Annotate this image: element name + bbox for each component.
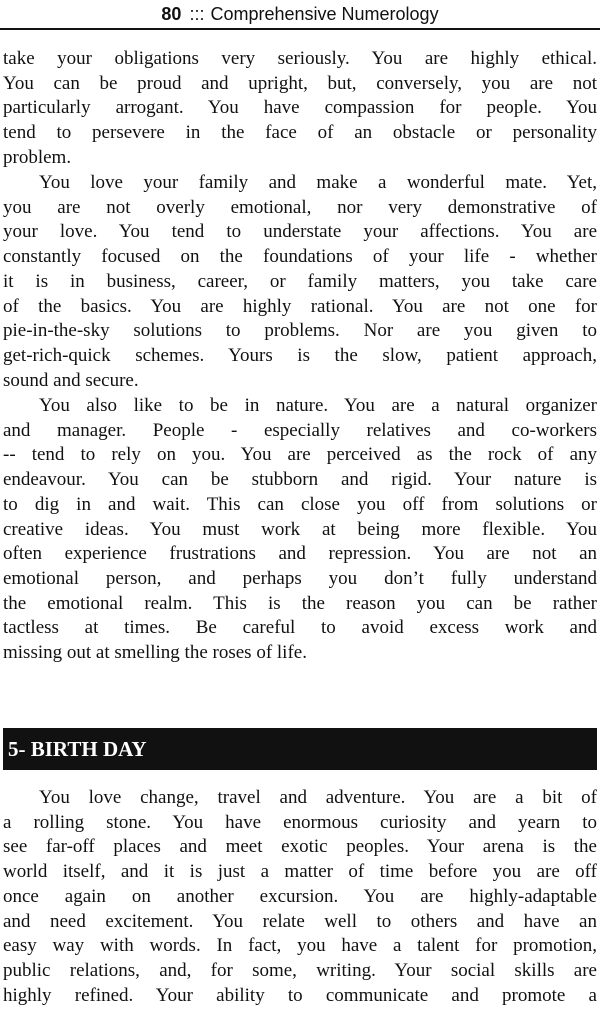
paragraph-line: the emotional realm. This is the reason you can be rather: [3, 592, 597, 614]
family-paragraph: [3, 171, 597, 393]
paragraph-line: world itself, and it is just a matter of time before you are off: [3, 861, 597, 883]
paragraph-line: of the basics. You are highly rational. You are not one for: [3, 295, 597, 317]
paragraph-line: creative ideas. You must work at being more flexible. You: [3, 518, 597, 540]
paragraph-line: constantly focused on the foundations of your life - whether: [3, 246, 597, 268]
family-paragraph-block: [3, 171, 597, 393]
paragraph-line: tend to persevere in the face of an obstacle or personality: [3, 122, 597, 144]
page-number: 80: [161, 4, 182, 24]
paragraph-line: You can be proud and upright, but, conversely, you are not: [3, 72, 597, 94]
paragraph-line: get-rich-quick schemes. Yours is the slow, patient approach,: [3, 344, 597, 366]
paragraph-line: You love change, travel and adventure. You are a bit of: [39, 787, 597, 808]
paragraph-line: You also like to be in nature. You are a natural organizer: [39, 395, 597, 416]
paragraph-line: problem.: [3, 146, 72, 168]
running-header: [0, 0, 600, 30]
section-heading-bar: [3, 728, 597, 770]
intro-paragraph-block: [3, 47, 597, 171]
paragraph-line: You love your family and make a wonderful mate. Yet,: [39, 172, 597, 193]
paragraph-line: highly refined. Your ability to communicate and promote a: [3, 984, 597, 1006]
paragraph-line: and need excitement. You relate well to others and have an: [3, 910, 597, 932]
paragraph-line: tactless at times. Be careful to avoid excess work and: [3, 617, 597, 639]
paragraph-line: it is in business, career, or family matters, you take care: [3, 270, 597, 292]
paragraph-line: your love. You tend to understate your affections. You are: [3, 221, 597, 243]
paragraph-line: once again on another excursion. You are highly-adaptable: [3, 885, 597, 907]
paragraph-line: a rolling stone. You have enormous curiosity and yearn to: [3, 811, 597, 833]
paragraph-line: take your obligations very seriously. You are highly ethical.: [3, 48, 597, 69]
nature-paragraph-block: [3, 394, 597, 666]
book-title: Comprehensive Numerology: [210, 4, 439, 24]
paragraph-line: easy way with words. In fact, you have a talent for promotion,: [3, 935, 597, 957]
birthday-paragraph: [3, 786, 597, 1008]
paragraph-line: you are not overly emotional, nor very demonstrative of: [3, 196, 597, 218]
paragraph-line: particularly arrogant. You have compassion for people. You: [3, 97, 597, 119]
paragraph-line: to dig in and wait. This can close you off from solutions or: [3, 493, 597, 515]
paragraph-line: endeavour. You can be stubborn and rigid. Your nature is: [3, 469, 597, 491]
birthday-paragraph-block: [3, 786, 597, 1008]
paragraph-line: see far-off places and meet exotic peoples. Your arena is the: [3, 836, 597, 858]
nature-paragraph: [3, 394, 597, 666]
section-heading: 5- BIRTH DAY: [8, 737, 147, 761]
paragraph-line: emotional person, and perhaps you don’t fully understand: [3, 567, 597, 589]
paragraph-line: public relations, and, for some, writing. Your social skills are: [3, 959, 597, 981]
intro-paragraph: [3, 47, 597, 171]
paragraph-line: pie-in-the-sky solutions to problems. Nor are you given to: [3, 320, 597, 342]
paragraph-line: missing out at smelling the roses of life.: [3, 642, 307, 664]
header-separator: :::: [189, 4, 205, 24]
paragraph-line: -- tend to rely on you. You are perceived as the rock of any: [3, 444, 597, 466]
paragraph-line: sound and secure.: [3, 369, 139, 391]
paragraph-line: and manager. People - especially relatives and co-workers: [3, 419, 597, 441]
paragraph-line: often experience frustrations and repression. You are not an: [3, 543, 597, 565]
